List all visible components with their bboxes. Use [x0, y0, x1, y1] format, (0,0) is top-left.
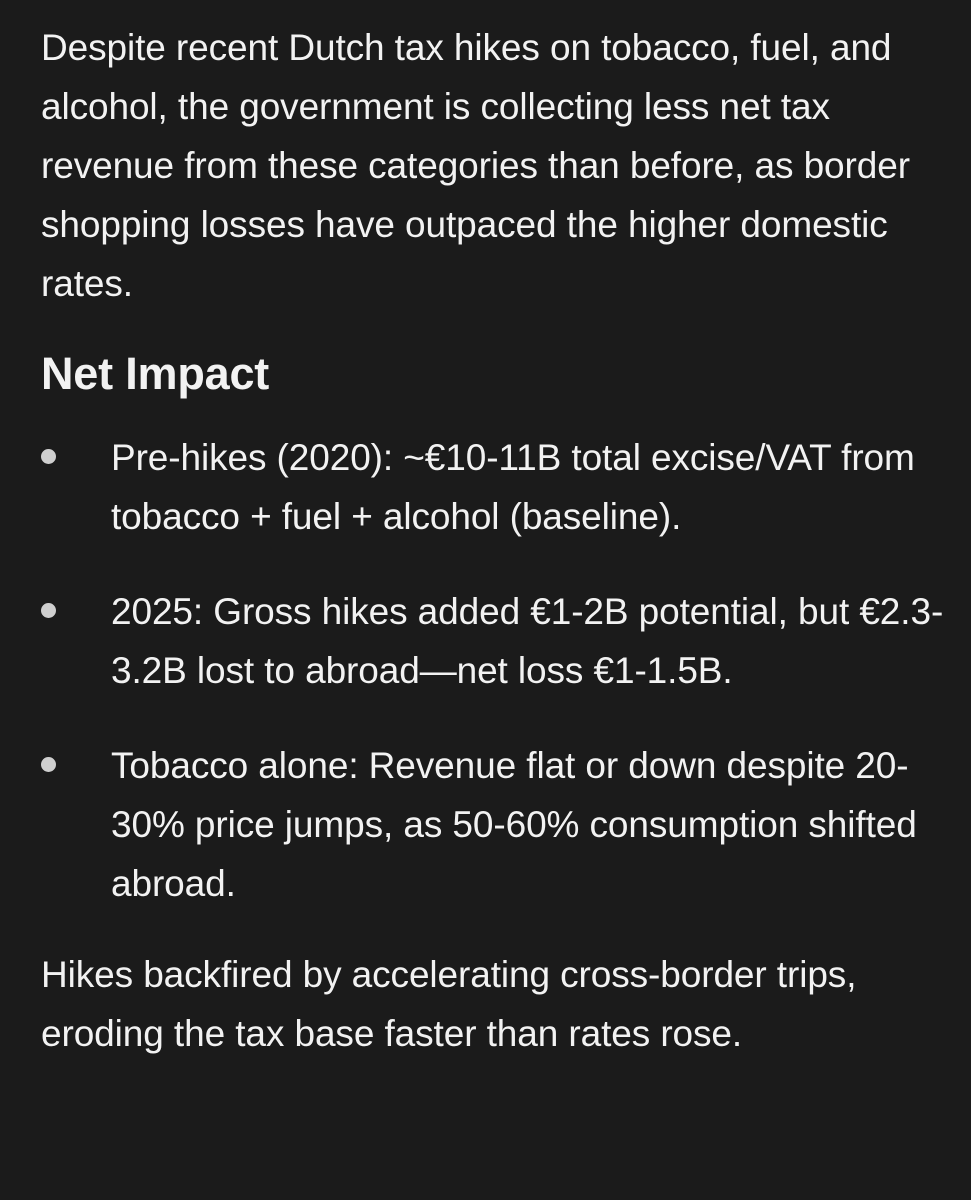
list-item — [41, 582, 951, 700]
closing-paragraph: Hikes backfired by accelerating cross-border trips, eroding the tax base faster than rates rose. — [41, 954, 857, 1054]
intro-paragraph: Despite recent Dutch tax hikes on tobacco, fuel, and alcohol, the government is collecting less net tax revenue from these categories than before, as border shopping losses have outpaced the higher domestic rates. — [41, 27, 910, 304]
bullet-dot-icon — [41, 603, 56, 618]
bullet-text: 2025: Gross hikes added €1-2B potential, but €2.3-3.2B lost to abroad—net loss €1-1.5B. — [111, 591, 944, 691]
bullet-dot-icon — [41, 449, 56, 464]
bullet-list — [41, 428, 951, 913]
response-body — [41, 18, 951, 1063]
section-heading: Net Impact — [41, 348, 270, 399]
bullet-dot-icon — [41, 757, 56, 772]
list-item — [41, 736, 951, 913]
list-item — [41, 428, 951, 546]
bullet-text: Tobacco alone: Revenue flat or down despite 20-30% price jumps, as 50-60% consumption shifted abroad. — [111, 745, 917, 904]
bullet-text: Pre-hikes (2020): ~€10-11B total excise/VAT from tobacco + fuel + alcohol (baseline). — [111, 437, 915, 537]
